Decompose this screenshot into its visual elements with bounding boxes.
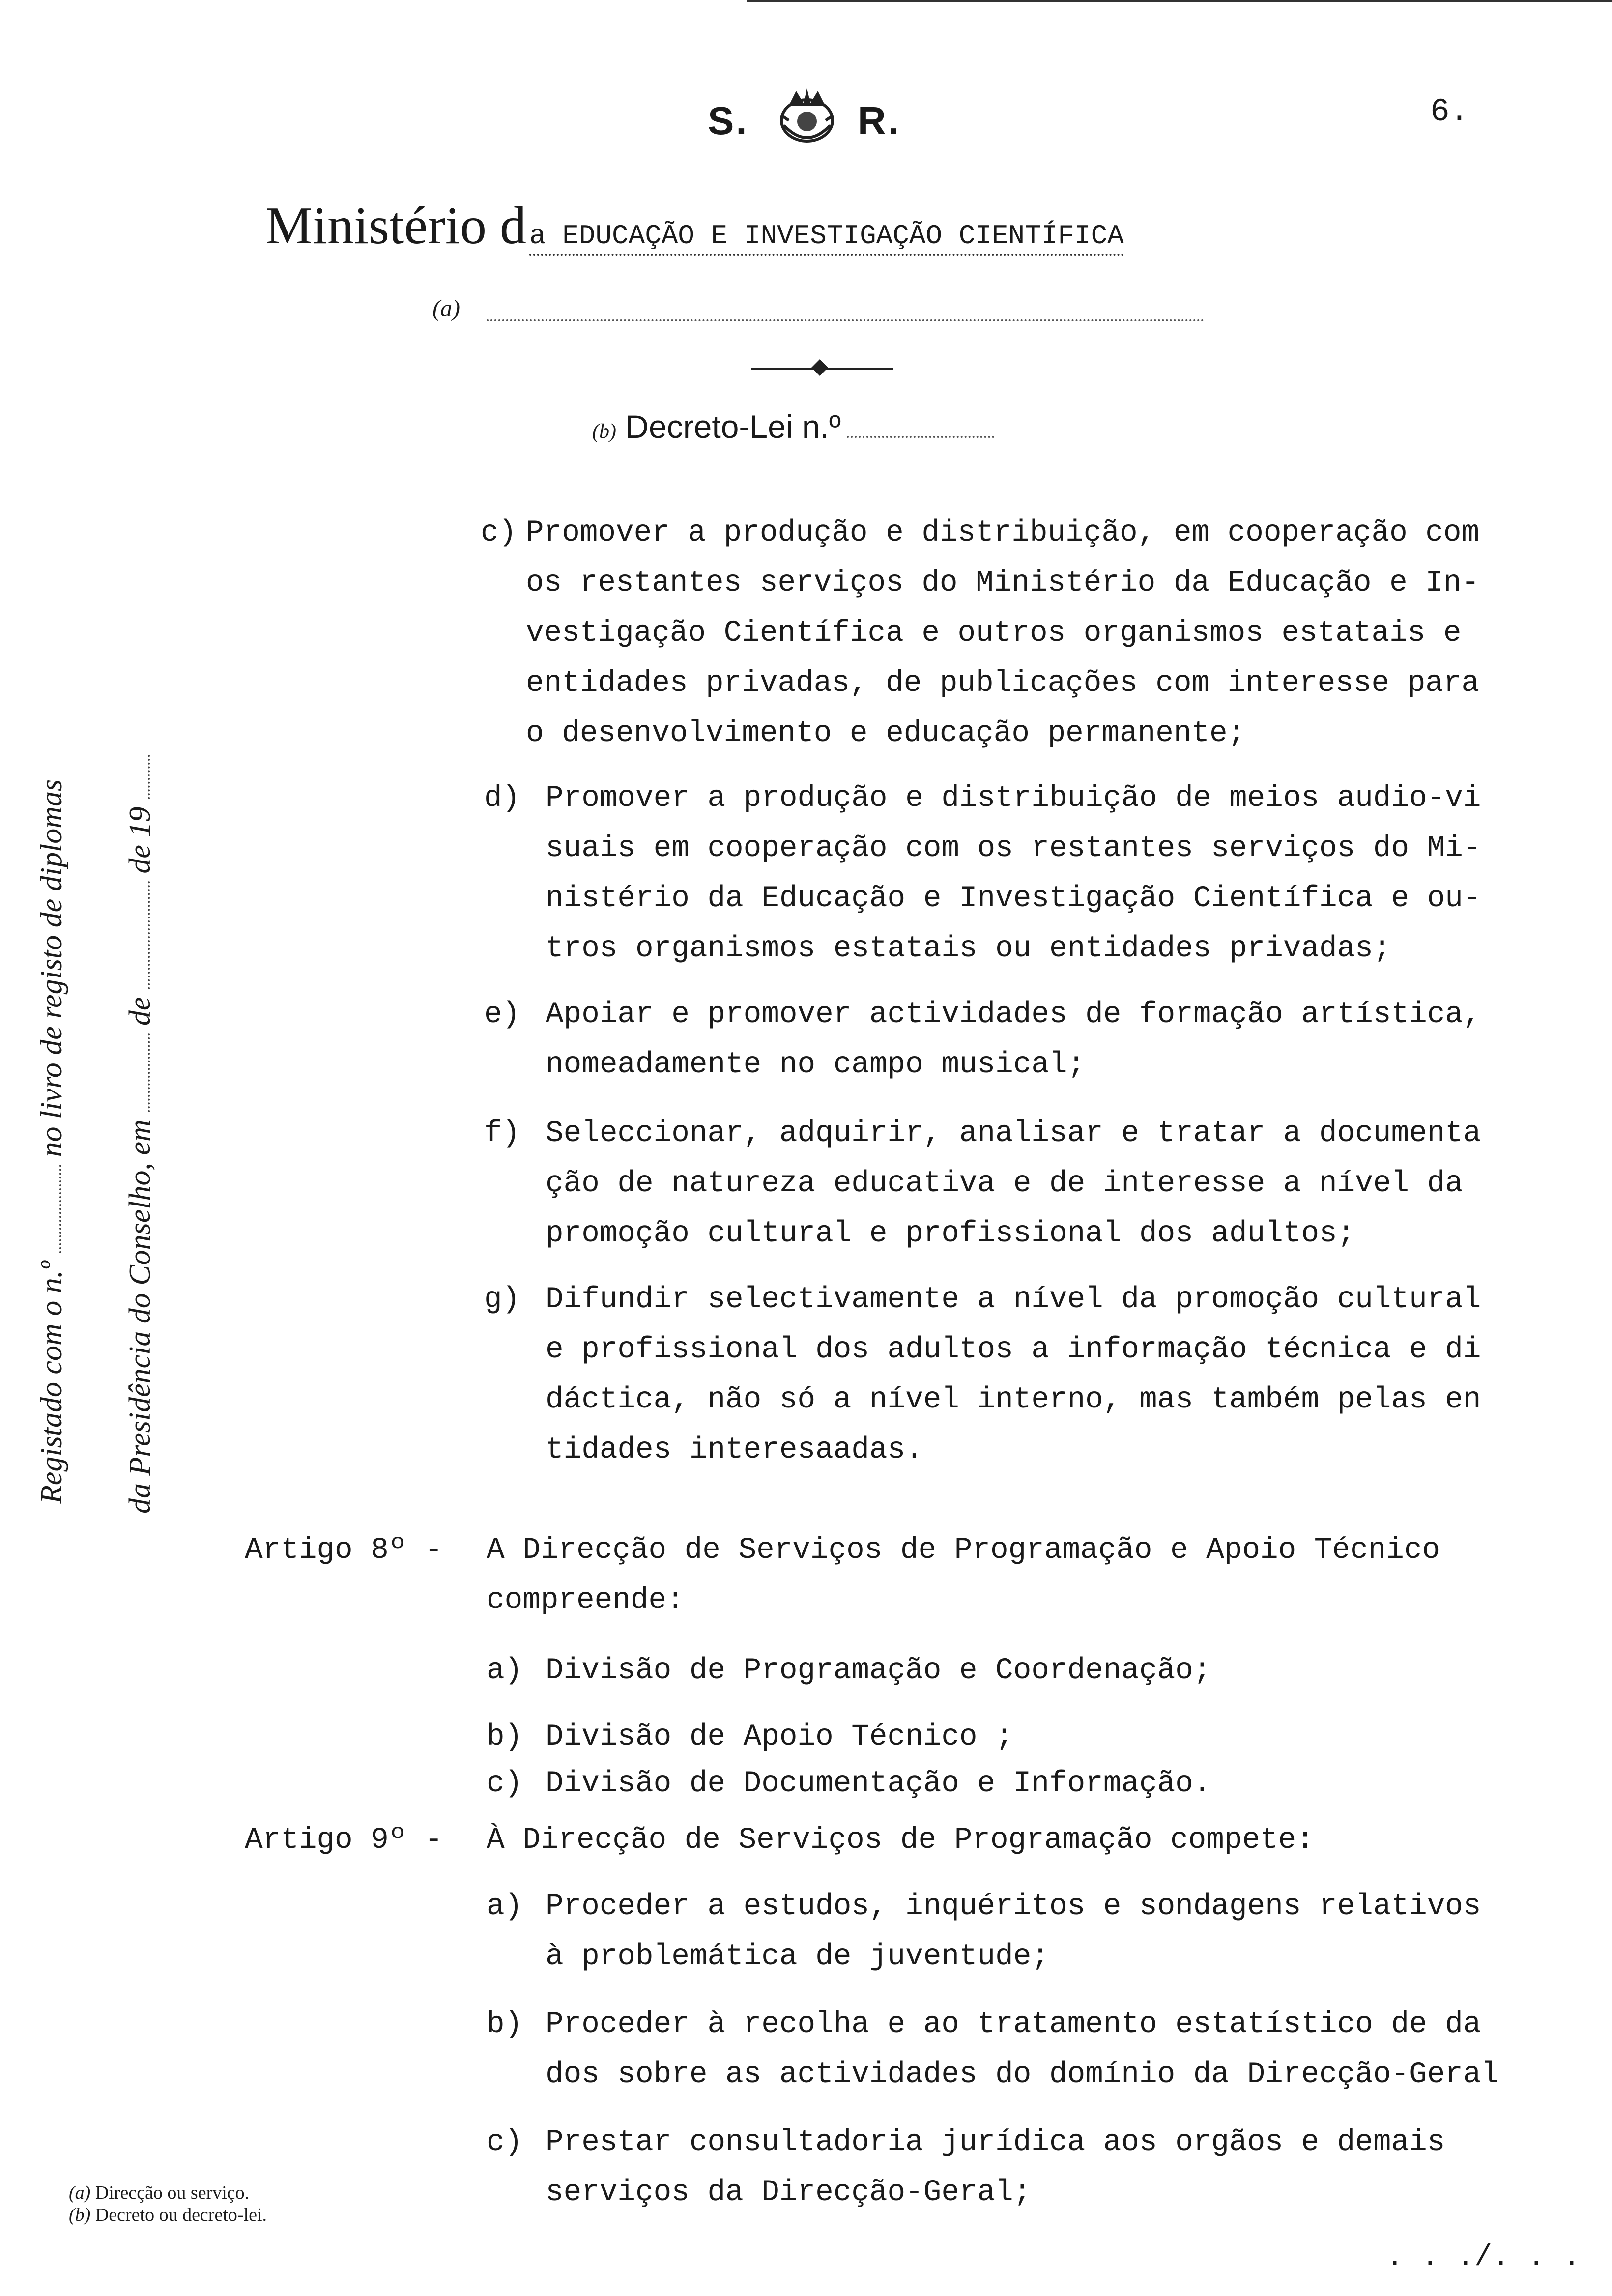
- decreto-dotted-line: [847, 436, 994, 438]
- sidebar-line1-prefix: Registado com o n.º: [35, 1261, 68, 1504]
- artigo-9-item-a-marker: a): [487, 1890, 523, 1923]
- item-top-g-line-2: e profissional dos adultos a informação técnica e di: [546, 1333, 1481, 1367]
- artigo-9-item-b-line-1: Proceder à recolha e ao tratamento estatístico de da: [546, 2008, 1481, 2041]
- item-top-f-marker: f): [484, 1117, 520, 1150]
- field-a-dotted-line: [487, 319, 1204, 321]
- artigo-9-item-c-marker: c): [487, 2125, 523, 2159]
- item-top-d-line-3: nistério da Educação e Investigação Científica e ou-: [546, 882, 1481, 916]
- footnote-a-label: (a): [69, 2182, 91, 2203]
- decreto-footnote-label: (b): [592, 420, 616, 443]
- item-top-g-line-3: dáctica, não só a nível interno, mas também pelas en: [546, 1383, 1481, 1417]
- sidebar-dotted-1: [59, 1165, 61, 1253]
- artigo-9-label: Artigo 9º -: [245, 1823, 443, 1857]
- sidebar-dotted-2: [148, 1033, 150, 1112]
- divider-diamond-icon: [811, 359, 828, 376]
- item-top-c-line-1: Promover a produção e distribuição, em cooperação com: [526, 516, 1480, 550]
- sidebar-registration-line: [34, 779, 69, 1504]
- footnote-b-label: (b): [69, 2205, 91, 2225]
- sidebar-line2-prefix: da Presidência do Conselho, em: [123, 1119, 157, 1514]
- artigo-9-item-a-line-2: à problemática de juventude;: [546, 1940, 1049, 1974]
- footnote-a-text: Direcção ou serviço.: [95, 2182, 250, 2203]
- artigo-8-item-b-text: Divisão de Apoio Técnico ;: [546, 1720, 1013, 1754]
- artigo-9-item-b-marker: b): [487, 2008, 523, 2041]
- artigo-9-item-b-line-2: dos sobre as actividades do domínio da Direcção-Geral: [546, 2058, 1499, 2092]
- sidebar-line2-suffix: de 19: [123, 806, 157, 874]
- item-top-e-line-1: Apoiar e promover actividades de formação artística,: [546, 998, 1481, 1032]
- continuation-marker: . . ./. . .: [1386, 2241, 1581, 2274]
- header-letter-s: S.: [708, 99, 749, 143]
- item-top-e-line-2: nomeadamente no campo musical;: [546, 1048, 1086, 1082]
- item-top-c-line-4: entidades privadas, de publicações com interesse para: [526, 666, 1480, 700]
- sidebar-presidency-line: [123, 755, 158, 1514]
- decreto-label: Decreto-Lei n.º: [625, 408, 841, 445]
- item-top-d-line-1: Promover a produção e distribuição de meios audio-vi: [546, 781, 1481, 815]
- item-top-c-line-5: o desenvolvimento e educação permanente;: [526, 717, 1246, 750]
- sidebar-dotted-4: [148, 755, 150, 799]
- ministry-department: a EDUCAÇÃO E INVESTIGAÇÃO CIENTÍFICA: [529, 220, 1124, 256]
- item-top-f-line-3: promoção cultural e profissional dos adultos;: [546, 1217, 1355, 1251]
- item-top-c-marker: c): [481, 516, 517, 550]
- artigo-9-text-line-1: À Direcção de Serviços de Programação compete:: [487, 1823, 1314, 1857]
- artigo-9-item-a-line-1: Proceder a estudos, inquéritos e sondagens relativos: [546, 1890, 1481, 1923]
- artigo-8-item-b-marker: b): [487, 1720, 523, 1754]
- decreto-line: [592, 408, 994, 445]
- item-top-d-line-2: suais em cooperação com os restantes serviços do Mi-: [546, 832, 1481, 865]
- item-top-g-marker: g): [484, 1283, 520, 1317]
- item-top-e-marker: e): [484, 998, 520, 1032]
- coat-of-arms-icon: [774, 86, 840, 147]
- field-a-label: (a): [432, 295, 460, 321]
- sidebar-line1-middle: no livro de registo de diplomas: [35, 779, 68, 1157]
- sidebar-line2-middle: de: [123, 997, 157, 1026]
- page-number: 6.: [1430, 93, 1469, 130]
- item-top-d-marker: d): [484, 781, 520, 815]
- ministry-title: [265, 196, 1124, 257]
- top-border-line: [747, 0, 1612, 2]
- footnote-b: [69, 2204, 267, 2226]
- artigo-8-item-c-text: Divisão de Documentação e Informação.: [546, 1767, 1211, 1801]
- ministry-prefix: Ministério d: [265, 197, 526, 255]
- item-top-c-line-3: vestigação Científica e outros organismos estatais e: [526, 616, 1462, 650]
- item-top-g-line-1: Difundir selectivamente a nível da promoção cultural: [546, 1283, 1481, 1317]
- artigo-8-item-a-text: Divisão de Programação e Coordenação;: [546, 1654, 1211, 1688]
- sidebar-dotted-3: [148, 881, 150, 989]
- artigo-8-label: Artigo 8º -: [245, 1533, 443, 1567]
- artigo-8-item-a-marker: a): [487, 1654, 523, 1688]
- footnote-b-text: Decreto ou decreto-lei.: [95, 2205, 267, 2225]
- artigo-9-item-c-line-1: Prestar consultadoria jurídica aos orgãos e demais: [546, 2125, 1445, 2159]
- item-top-f-line-1: Seleccionar, adquirir, analisar e tratar a documenta: [546, 1117, 1481, 1150]
- artigo-8-text-line-1: A Direcção de Serviços de Programação e Apoio Técnico: [487, 1533, 1440, 1567]
- artigo-9-item-c-line-2: serviços da Direcção-Geral;: [546, 2176, 1032, 2210]
- artigo-8-text-line-2: compreende:: [487, 1583, 685, 1617]
- item-top-d-line-4: tros organismos estatais ou entidades privadas;: [546, 932, 1391, 966]
- item-top-c-line-2: os restantes serviços do Ministério da Educação e In-: [526, 566, 1480, 600]
- footnote-a: [69, 2182, 249, 2204]
- item-top-g-line-4: tidades interesaadas.: [546, 1433, 923, 1467]
- item-top-f-line-2: ção de natureza educativa e de interesse a nível da: [546, 1167, 1463, 1201]
- header-letter-r: R.: [858, 99, 901, 143]
- artigo-8-item-c-marker: c): [487, 1767, 523, 1801]
